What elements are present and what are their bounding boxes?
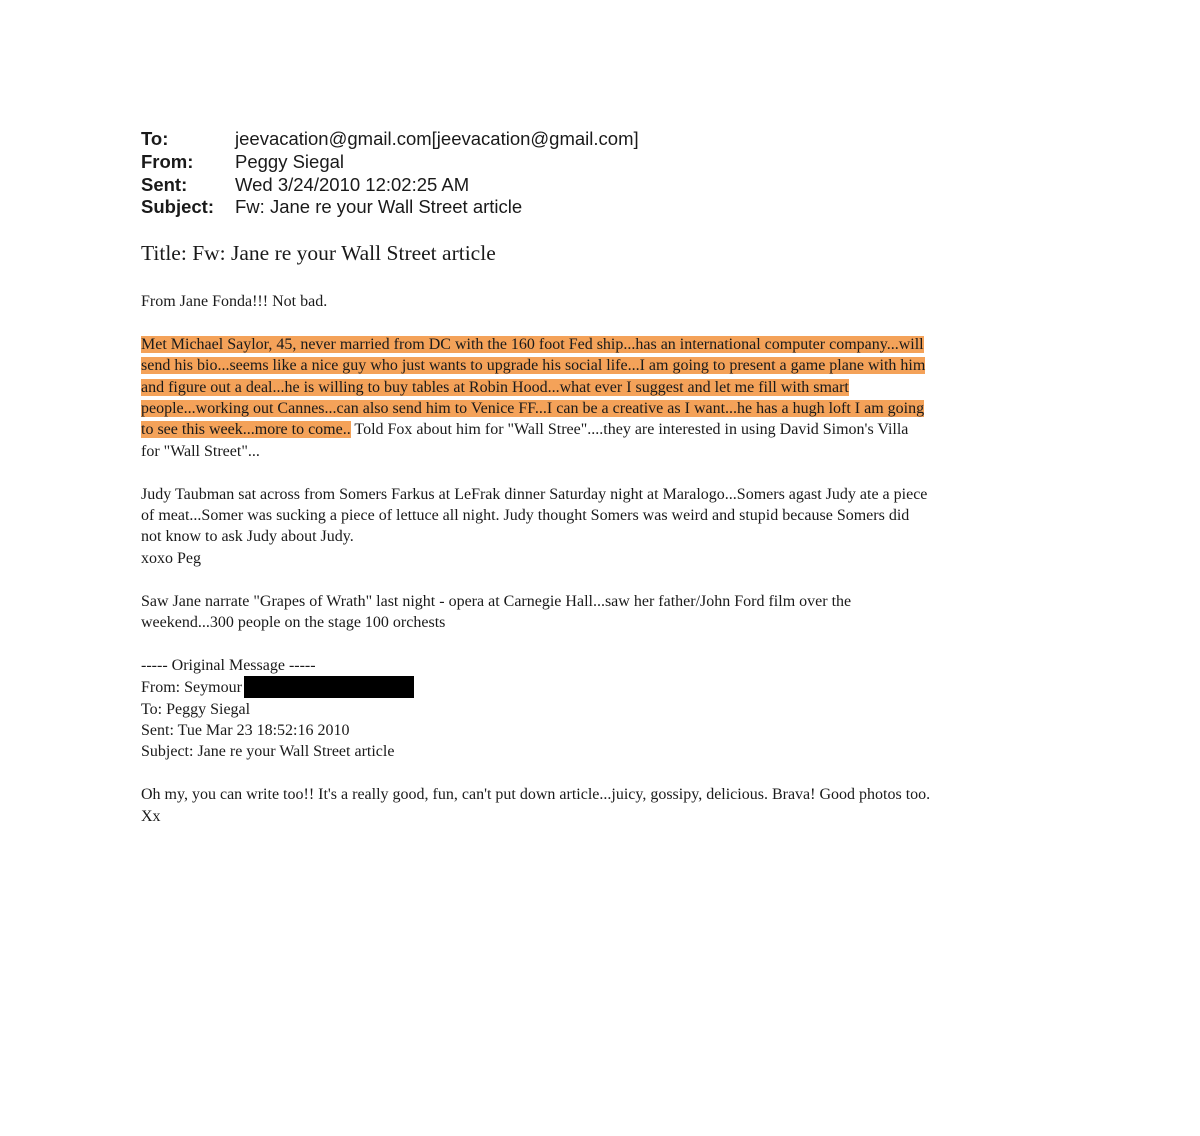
to-value: jeevacation@gmail.com[jeevacation@gmail.com]	[235, 128, 639, 149]
original-message-block	[141, 655, 1066, 763]
body-line: Oh my, you can write too!! It's a really good, fun, can't put down article...juicy, gossipy, delicious. Brava! Good photos too.	[141, 786, 931, 804]
body-line	[141, 377, 1066, 398]
closing-paragraph	[141, 784, 1066, 827]
body-line: Xx	[141, 807, 161, 825]
intro-text: From Jane Fonda!!! Not bad.	[141, 293, 328, 310]
highlighted-text: Met Michael Saylor, 45, never married from DC with the 160 foot Fed ship...has an international computer company...will	[141, 335, 924, 353]
sent-label: Sent:	[141, 173, 188, 195]
original-subject: Subject: Jane re your Wall Street article	[141, 743, 395, 761]
subject-label: Subject:	[141, 196, 214, 218]
intro-paragraph	[141, 291, 1066, 312]
body-line: for "Wall Street"...	[141, 442, 260, 460]
body-line: Judy Taubman sat across from Somers Farkus at LeFrak dinner Saturday night at Maralogo...Somers agast Judy ate a piece	[141, 485, 928, 503]
body-line	[141, 334, 1066, 355]
email-body	[141, 291, 1066, 848]
from-row	[141, 151, 639, 174]
to-label: To:	[141, 128, 169, 149]
from-value: Peggy Siegal	[235, 150, 345, 172]
body-line	[141, 398, 1066, 419]
highlighted-text: people...working out Cannes...can also send him to Venice FF...I can be a creative as I want...he has a hugh loft I am going	[141, 400, 925, 418]
body-line	[141, 419, 1066, 440]
signoff-line: xoxo Peg	[141, 549, 201, 567]
highlighted-text: and figure out a deal...he is willing to buy tables at Robin Hood...what ever I suggest and let me fill with smart	[141, 378, 849, 396]
highlighted-paragraph	[141, 334, 1066, 462]
original-divider: ----- Original Message -----	[141, 656, 316, 674]
from-label: From:	[141, 150, 194, 172]
original-from: From: Seymour	[141, 679, 242, 697]
original-sent: Sent: Tue Mar 23 18:52:16 2010	[141, 722, 350, 740]
highlighted-text: to see this week...more to come..	[141, 421, 351, 439]
judy-paragraph	[141, 484, 1066, 570]
subject-value: Fw: Jane re your Wall Street article	[235, 196, 523, 218]
redaction-bar	[244, 676, 414, 698]
body-line: of meat...Somer was sucking a piece of lettuce all night. Judy thought Somers was weird and stupid because Somers did	[141, 507, 910, 525]
body-line: not know to ask Judy about Judy.	[141, 528, 354, 546]
sent-value: Wed 3/24/2010 12:02:25 AM	[235, 173, 470, 195]
original-to: To: Peggy Siegal	[141, 700, 251, 718]
highlighted-text: send his bio...seems like a nice guy who just wants to upgrade his social life...I am going to present a game plane with him	[141, 357, 926, 375]
original-from-line	[141, 676, 1066, 698]
subject-row	[141, 196, 639, 219]
body-text: Told Fox about him for "Wall Stree"....they are interested in using David Simon's Villa	[350, 421, 909, 439]
email-title: Title: Fw: Jane re your Wall Street article	[141, 241, 496, 265]
sent-row	[141, 174, 639, 197]
body-line: weekend...300 people on the stage 100 orchests	[141, 614, 446, 632]
body-line	[141, 355, 1066, 376]
grapes-paragraph	[141, 591, 1066, 634]
to-row	[141, 128, 639, 151]
body-line: Saw Jane narrate "Grapes of Wrath" last night - opera at Carnegie Hall...saw her father/John Ford film over the	[141, 592, 852, 610]
email-header	[141, 128, 639, 219]
